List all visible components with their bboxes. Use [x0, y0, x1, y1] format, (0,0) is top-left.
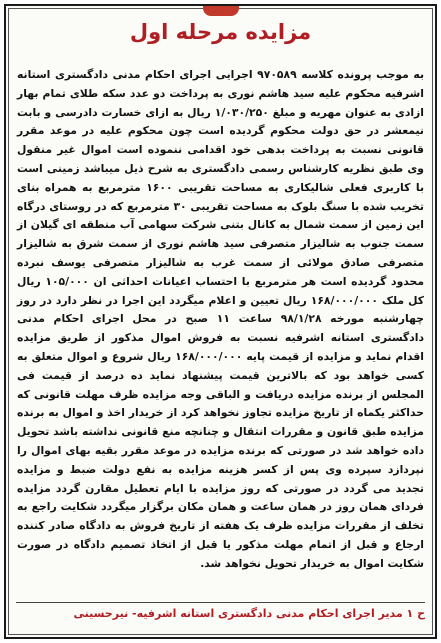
notice-title: مزایده مرحله اول [129, 20, 312, 44]
footer-divider [16, 602, 425, 603]
notice-body: به موجب پرونده کلاسه ۹۷۰۵۸۹ اجرایی اجرای احکام مدنی دادگستری استانه اشرفیه محکوم علیه سید هاشم نوری به پرداخت دو عدد سکه طلای تمام بهار ازادی به عنوان مهریه و مبلغ ۱/۰۳۰/۲۵۰ ریال به ازای خسارت دادرسی و بابت نیمعشر در حق دولت محکوم گردیده است چون محکوم علیه در موعد مقرر قانونی نسبت به پرداخت بدهی خود اقدامی ننموده است اموال غیر منقول وی طبق نظریه کارشناس رسمی دادگستری به شرح ذیل میباشد زمینی است با کاربری فعلی شالیکاری به مساحت تقریبی ۱۶۰۰ مترمربع به همراه بنای تخریب شده با سنگ بلوک به مساحت تقریبی ۳۰ مترمربع که در روستای درگاه این زمین از سمت شمال به کانال بتنی شرکت سهامی آب منطقه ای گیلان از سمت جنوب به شالیزار متصرفی سید هاشم نوری از سمت شرق به شالیزار متصرفی صادق مولائی از سمت غرب به شالیزار متصرفی یوسف نبرده محدود گردیده است هر مترمربع با احتساب اعیانات احداثی ان ۱۰۵/۰۰۰ ریال کل ملک ۱۶۸/۰۰۰/۰۰۰ ریال تعیین و اعلام میگردد این اجرا در نظر دارد در روز چهارشنبه مورخه ۹۸/۱/۲۸ ساعت ۱۱ صبح در محل اجرای احکام مدنی دادگستری استانه اشرفیه نسبت به فروش اموال مذکور از طریق مزایده اقدام نماید و مزایده از قیمت پایه ۱۶۸/۰۰۰/۰۰۰ ریال شروع و اموال متعلق به کسی خواهد بود که بالاترین قیمت پیشنهاد نماید ده درصد از قیمت فی المجلس از برنده مزایده دریافت و الباقی وجه مزایده ظرف مهلت قانونی که حداکثر یکماه از تاریخ مزایده تجاوز نخواهد کرد از خریدار اخذ و اموال به برنده مزایده طبق قانون و مقررات انتقال و چنانچه منع قانونی نداشته باشد تحویل داده خواهد شد در صورتی که برنده مزایده در موعد مقرر بقیه بهای اموال را نپردازد سپرده وی پس از کسر هزینه مزایده به نفع دولت ضبط و مزایده تجدید می گردد در صورتی که روز مزایده با ایام تعطیل مقارن گردد مزایده فردای همان روز در همان ساعت و همان مکان برگزار میگردد شکایت راجع به تخلف از مقررات مزایده ظرف یک هفته از تاریخ فروش به دادگاه صادر کننده ارجاع و قبل از اتمام مهلت مذکور یا قبل از اتخاذ تصمیم دادگاه در صورت شکایت اموال به خریدار تحویل نخواهد شد. [17, 68, 425, 570]
auction-notice [4, 4, 437, 639]
notice-signature: ح ۱ مدیر اجرای احکام مدنی دادگستری استانه اشرفیه- نیرحسینی [73, 607, 425, 620]
decorative-tab [203, 4, 239, 16]
